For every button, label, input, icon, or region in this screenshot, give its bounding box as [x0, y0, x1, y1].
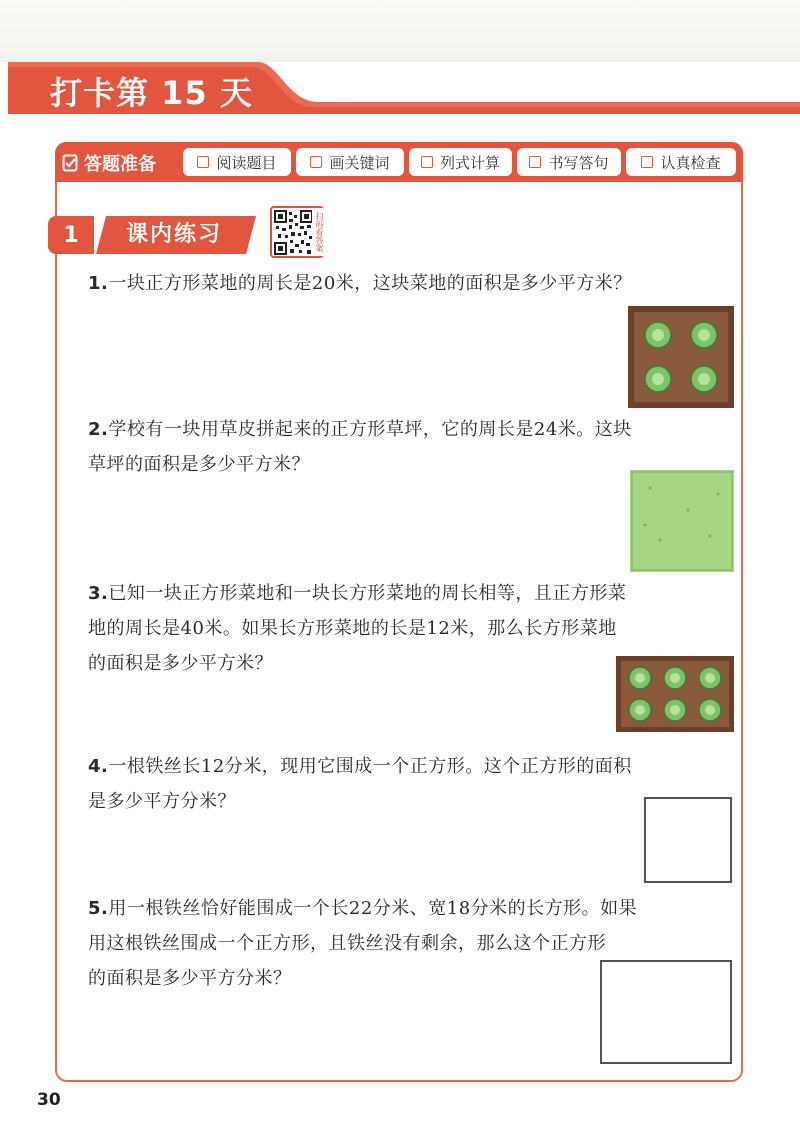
prep-item-answer: 书写答句	[517, 148, 621, 176]
question-1	[88, 266, 738, 301]
question-text-line-2: 用这根铁丝围成一个正方形，且铁丝没有剩余，那么这个正方形	[88, 933, 606, 954]
qr-tag-text: 扫码看答案	[312, 208, 324, 256]
page-title: 打卡第 15 天	[50, 74, 253, 112]
section-title: 课内练习	[126, 222, 223, 247]
question-text-line-1: 用一根铁丝恰好能围成一个长22分米、宽18分米的长方形。如果	[108, 898, 638, 919]
grass-lawn-image	[630, 470, 734, 572]
qr-code-icon	[274, 210, 314, 256]
question-text-line-2: 是多少平方分米？	[88, 791, 236, 812]
cabbage-plot-3x2-image	[616, 656, 734, 732]
question-text-line-1: 一根铁丝长12分米，现用它围成一个正方形。这个正方形的面积	[108, 756, 632, 777]
checkbox-icon	[641, 156, 653, 168]
question-text-line-2: 草坪的面积是多少平方米？	[88, 454, 310, 475]
square-diagram	[600, 960, 732, 1064]
checkbox-icon	[310, 156, 322, 168]
checkbox-icon	[197, 156, 209, 168]
prep-item-check: 认真检查	[626, 148, 736, 176]
square-diagram	[644, 797, 732, 883]
page-number: 30	[37, 1090, 61, 1110]
prep-title	[62, 150, 156, 176]
question-number: 5.	[88, 898, 109, 919]
prep-title-label: 答题准备	[84, 154, 156, 175]
question-text-line-2: 地的周长是40米。如果长方形菜地的长是12米，那么长方形菜地	[88, 618, 617, 639]
section-number: 1	[48, 216, 94, 254]
question-number: 1.	[88, 273, 109, 294]
question-text: 一块正方形菜地的周长是20米，这块菜地的面积是多少平方米？	[108, 273, 632, 294]
prep-item-keywords: 画关键词	[296, 148, 404, 176]
prep-item-read: 阅读题目	[183, 148, 291, 176]
top-background	[0, 0, 800, 62]
question-text-line-3: 的面积是多少平方米？	[88, 653, 273, 674]
cabbage-plot-2x2-image	[628, 306, 734, 408]
checkbox-icon	[529, 156, 541, 168]
question-text-line-3: 的面积是多少平方分米？	[88, 968, 292, 989]
question-4	[88, 749, 738, 819]
question-number: 3.	[88, 583, 109, 604]
prep-item-calculate: 列式计算	[409, 148, 512, 176]
question-number: 4.	[88, 756, 109, 777]
question-text-line-1: 已知一块正方形菜地和一块长方形菜地的周长相等，且正方形菜	[108, 583, 627, 604]
question-number: 2.	[88, 419, 109, 440]
checkbox-icon	[421, 156, 433, 168]
question-text-line-1: 学校有一块用草皮拼起来的正方形草坪，它的周长是24米。这块	[108, 419, 632, 440]
checklist-icon	[62, 154, 80, 172]
